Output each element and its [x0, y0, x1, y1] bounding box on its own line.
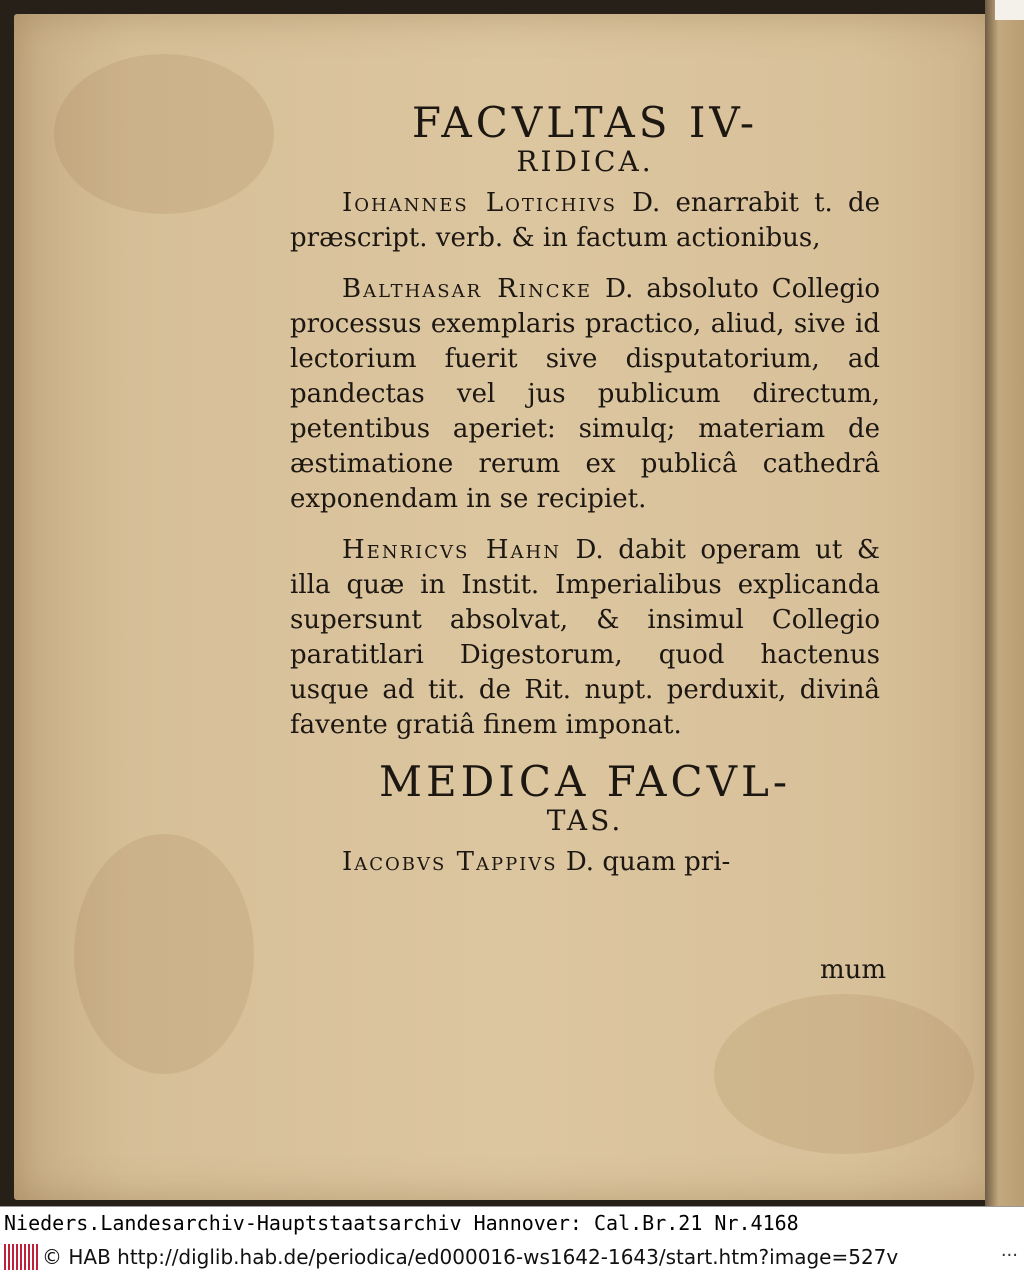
adjacent-page-edge — [985, 0, 1024, 1206]
paragraph-tappius — [290, 845, 880, 880]
paragraph-rincke — [290, 272, 880, 517]
page-corner-gap — [995, 0, 1024, 20]
paragraph-text: D. quam pri- — [557, 847, 731, 877]
copyright-footer — [0, 1240, 1024, 1276]
paragraph-lotichius — [290, 186, 880, 256]
section-heading: FACVLTAS IV- — [411, 98, 759, 147]
archive-footer — [0, 1206, 1024, 1241]
paper-stain — [714, 994, 974, 1154]
paper-stain — [54, 54, 274, 214]
barcode-icon — [4, 1244, 40, 1270]
paragraph-hahn — [290, 533, 880, 743]
professor-name: Iohannes Lotichivs — [342, 188, 617, 218]
professor-name: Henricvs Hahn — [342, 535, 561, 565]
paragraph-text: D. absoluto Collegio processus exemplaris practico, aliud, sive id lectorium fuerit sive disputatorium, ad pandectas vel jus publicum directum, petentibus aperiet: simulq; materiam de æstimatione rerum ex publicâ cathedrâ exponendam in se recipiet. — [290, 274, 880, 514]
more-icon[interactable]: ··· — [1000, 1245, 1018, 1266]
professor-name: Iacobvs Tappivs — [342, 847, 558, 877]
copyright-link[interactable]: © HAB http://diglib.hab.de/periodica/ed000016-ws1642-1643/start.htm?image=527v — [42, 1245, 899, 1269]
medical-faculty-heading: MEDICA FACVL- — [378, 757, 792, 806]
paragraph-text: D. dabit operam ut & illa quæ in Instit. Imperialibus explicanda supersunt absolvat, & insimul Collegio paratitlari Digestorum, quod hactenus usque ad tit. de Rit. nupt. perduxit, divinâ favente gratiâ finem imponat. — [290, 535, 880, 740]
paragraph-text: D. enarrabit t. de præscript. verb. & in factum actionibus, — [290, 188, 880, 253]
section-heading-continued: RIDICA. — [516, 145, 654, 178]
professor-name: Balthasar Rincke — [342, 274, 593, 304]
document-text — [290, 100, 880, 880]
catchword: mum — [820, 955, 887, 985]
medical-faculty-heading-continued: TAS. — [546, 804, 624, 837]
paper-stain — [74, 834, 254, 1074]
archive-reference: Nieders.Landesarchiv-Hauptstaatsarchiv Hannover: Cal.Br.21 Nr.4168 — [4, 1211, 799, 1235]
